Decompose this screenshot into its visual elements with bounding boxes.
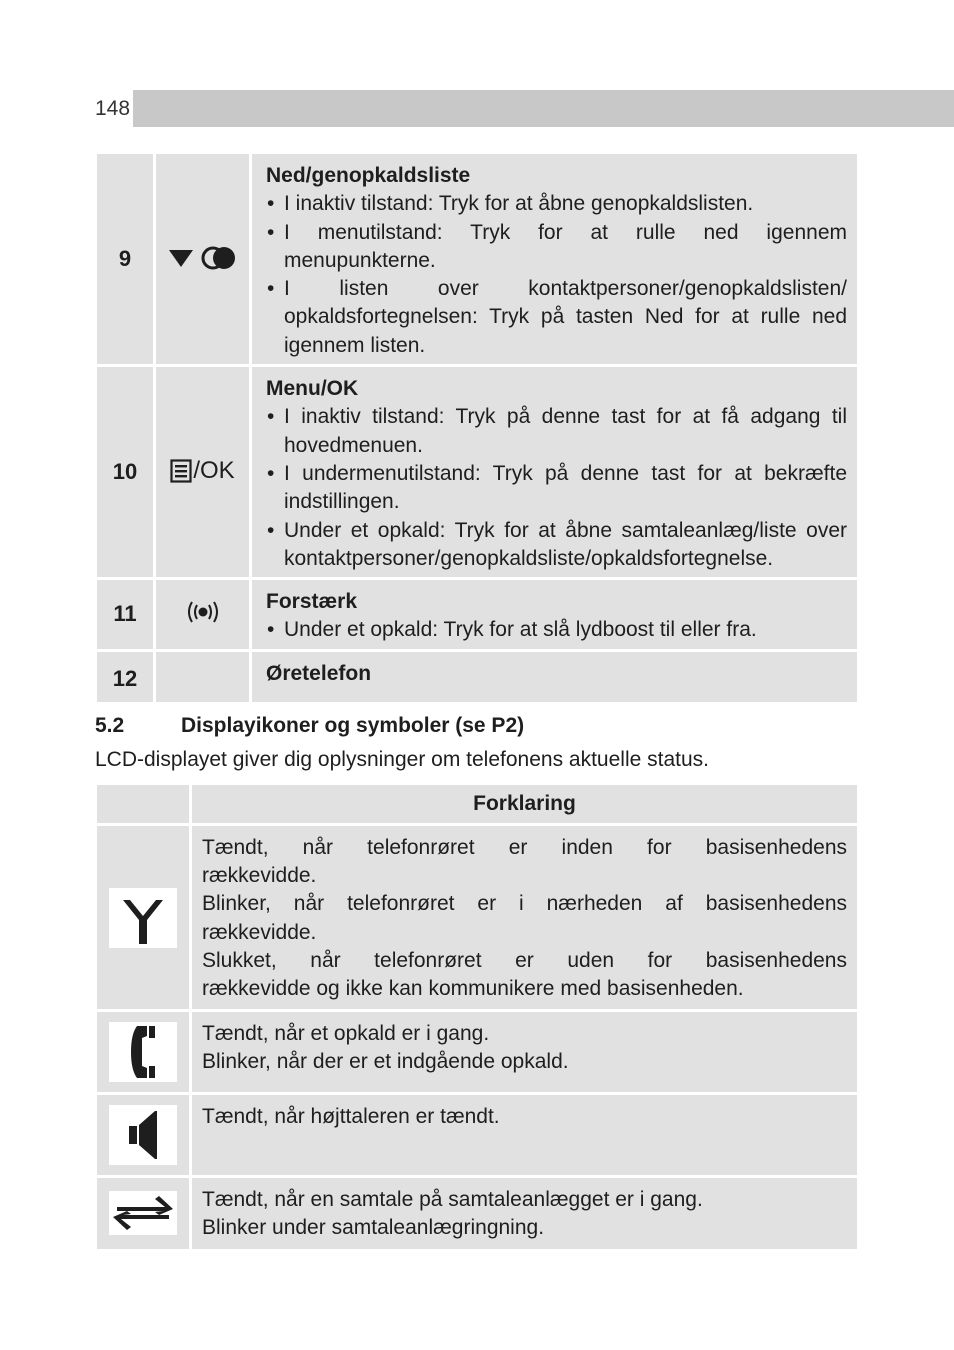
list-item: • I listen over kontaktpersoner/genopkaldslisten/ opkaldsfortegnelsen: Tryk på tasten Ned for at rulle ned igennem listen.	[266, 275, 847, 360]
column-header: Forklaring	[192, 785, 857, 823]
bullet-list	[266, 403, 847, 573]
icon-cell	[97, 1012, 189, 1092]
description-line: rækkevidde og ikke kan kommunikere med basisenheden.	[202, 977, 744, 1001]
description-line: Blinker, når telefonrøret er i nærheden af basisenhedens	[202, 892, 847, 916]
icon-cell	[97, 1178, 189, 1248]
table-row	[97, 1095, 857, 1175]
key-title: Menu/OK	[266, 377, 359, 401]
redial-icon	[200, 245, 238, 271]
section-intro: LCD-displayet giver dig oplysninger om telefonens aktuelle status.	[95, 748, 709, 771]
key-symbol	[156, 580, 249, 649]
icon-cell	[97, 826, 189, 1009]
key-number: 10	[97, 367, 153, 577]
description-line: Blinker under samtaleanlægringning.	[202, 1216, 545, 1240]
description-line: Tændt, når telefonrøret er inden for basisenhedens	[202, 836, 847, 859]
description-line: rækkevidde.	[202, 864, 317, 888]
key-description	[252, 652, 857, 702]
key-number: 12	[97, 652, 153, 702]
bullet-list	[266, 616, 847, 644]
ok-label: /OK	[193, 456, 235, 484]
list-item: • I inaktiv tilstand: Tryk på denne tast for at få adgang til hovedmenuen.	[266, 403, 847, 460]
icons-table	[94, 782, 860, 1252]
icon-cell	[97, 1095, 189, 1175]
icon-description	[192, 826, 857, 1009]
page-number: 148	[95, 90, 133, 127]
table-row	[97, 1178, 857, 1248]
antenna-signal-icon	[109, 888, 177, 948]
table-row	[97, 1012, 857, 1092]
list-item: • I inaktiv tilstand: Tryk for at åbne genopkaldslisten.	[266, 190, 847, 218]
list-item: • Under et opkald: Tryk for at slå lydboost til eller fra.	[266, 616, 847, 644]
key-title: Øretelefon	[266, 661, 372, 685]
icon-description	[192, 1178, 857, 1248]
description-line: Tændt, når et opkald er i gang.	[202, 1022, 490, 1046]
description-line: Tændt, når en samtale på samtaleanlægget er i gang.	[202, 1188, 703, 1212]
bullet-list	[266, 190, 847, 360]
boost-icon	[185, 601, 221, 623]
list-item: • I menutilstand: Tryk for at rulle ned igennem menupunkterne.	[266, 219, 847, 276]
phone-handset-icon	[109, 1022, 177, 1082]
key-number: 9	[97, 154, 153, 364]
section-heading	[95, 712, 855, 740]
speaker-icon	[109, 1105, 177, 1165]
list-item: • I undermenutilstand: Tryk på denne tast for at bekræfte indstillingen.	[266, 460, 847, 517]
description-line: Tændt, når højttaleren er tændt.	[202, 1105, 500, 1129]
header-empty-cell	[97, 785, 189, 823]
key-symbol	[156, 367, 249, 577]
table-header-row	[97, 785, 857, 823]
table-row	[97, 826, 857, 1009]
icon-description	[192, 1012, 857, 1092]
key-title: Ned/genopkaldsliste	[266, 164, 471, 187]
key-description	[252, 580, 857, 649]
key-number: 11	[97, 580, 153, 649]
header-bar	[95, 90, 954, 127]
section-title: Displayikoner og symboler (se P2)	[181, 714, 525, 737]
table-row	[97, 367, 857, 577]
key-symbol	[156, 154, 249, 364]
description-line: Slukket, når telefonrøret er uden for basisenhedens	[202, 948, 847, 972]
icon-description	[192, 1095, 857, 1175]
key-title: Forstærk	[266, 590, 358, 614]
table-row	[97, 652, 857, 702]
down-arrow-icon	[168, 248, 194, 268]
table-row	[97, 154, 857, 364]
section-number: 5.2	[95, 714, 125, 737]
key-description	[252, 367, 857, 577]
list-item: • Under et opkald: Tryk for at åbne samtaleanlæg/liste over kontaktpersoner/genopkaldsliste/opkaldsfortegnelse.	[266, 517, 847, 574]
table-row	[97, 580, 857, 649]
description-line: rækkevidde.	[202, 920, 317, 944]
menu-icon	[170, 459, 192, 483]
key-symbol	[156, 652, 249, 702]
intercom-arrows-icon	[109, 1191, 177, 1235]
keys-table	[94, 151, 860, 705]
key-description	[252, 154, 857, 364]
description-line: Blinker, når der er et indgående opkald.	[202, 1050, 569, 1074]
